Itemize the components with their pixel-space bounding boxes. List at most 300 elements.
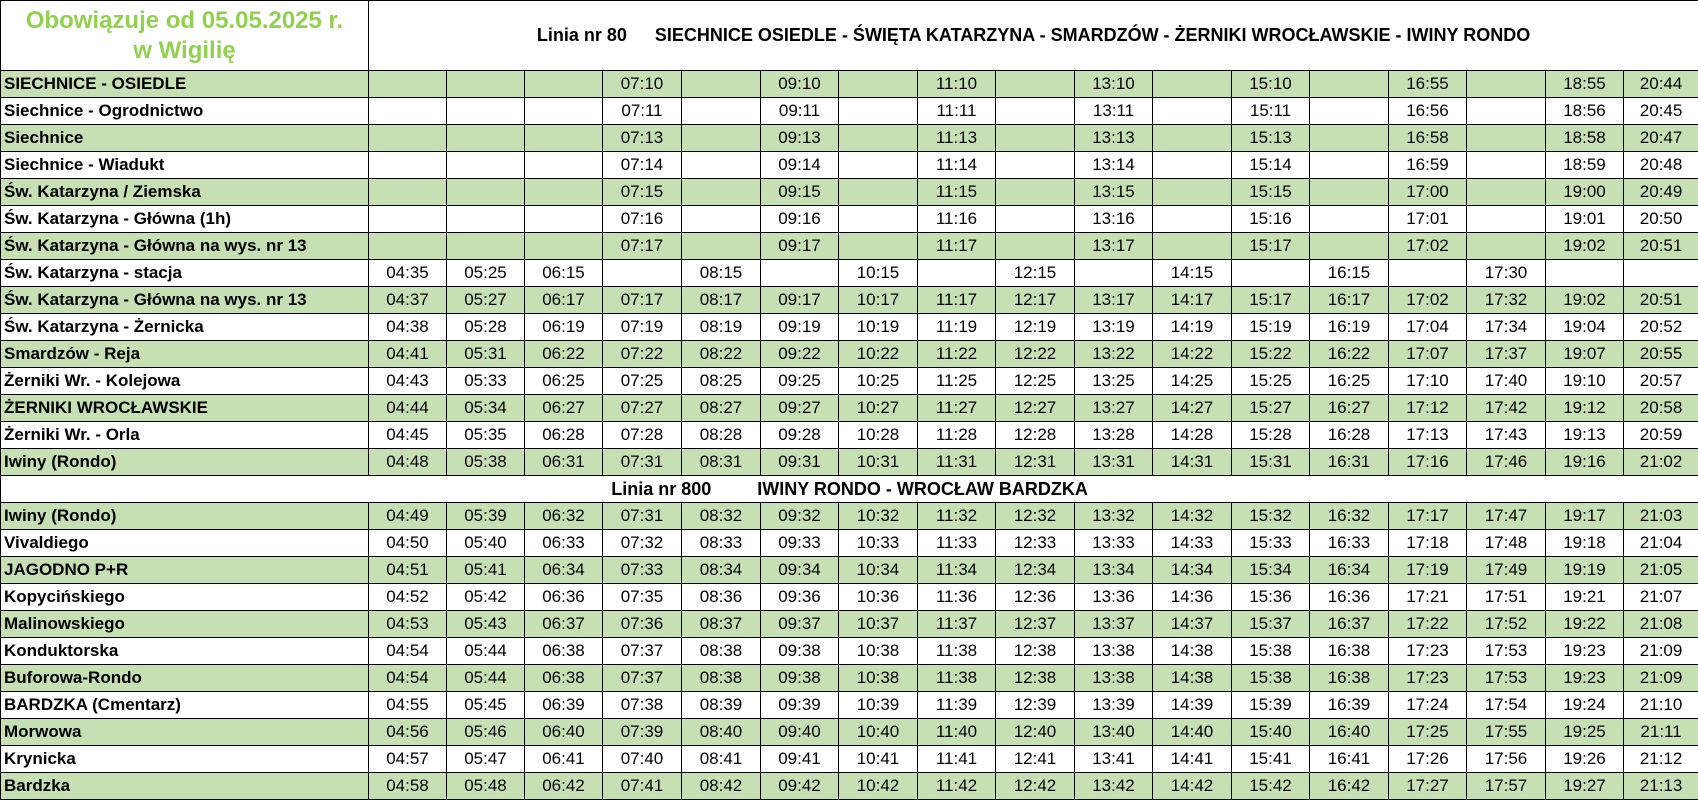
stop-name: Iwiny (Rondo)	[1, 503, 369, 530]
departure-time: 21:09	[1624, 665, 1698, 692]
table-row	[1, 503, 1698, 530]
departure-time: 04:37	[369, 287, 447, 314]
departure-time	[1467, 98, 1546, 125]
departure-time: 05:41	[447, 557, 525, 584]
departure-time: 09:14	[761, 152, 839, 179]
table-row	[1, 557, 1698, 584]
departure-time	[1310, 179, 1389, 206]
departure-time: 09:10	[761, 71, 839, 98]
departure-time: 10:42	[839, 773, 918, 800]
table-row	[1, 611, 1698, 638]
departure-time	[839, 233, 918, 260]
departure-time: 12:28	[996, 422, 1075, 449]
departure-time	[761, 260, 839, 287]
departure-time: 06:32	[525, 503, 603, 530]
departure-time: 14:34	[1153, 557, 1232, 584]
departure-time: 16:22	[1310, 341, 1389, 368]
validity-note: w Wigilię	[133, 36, 236, 64]
departure-time: 12:31	[996, 449, 1075, 476]
departure-time: 17:13	[1389, 422, 1467, 449]
table-row	[1, 746, 1698, 773]
stop-name: Smardzów - Reja	[1, 341, 369, 368]
departure-time	[525, 125, 603, 152]
departure-time: 19:16	[1546, 449, 1624, 476]
departure-time: 17:27	[1389, 773, 1467, 800]
departure-time: 04:57	[369, 746, 447, 773]
departure-time: 13:38	[1075, 665, 1153, 692]
table-row	[1, 152, 1698, 179]
departure-time: 16:39	[1310, 692, 1389, 719]
departure-time: 21:05	[1624, 557, 1698, 584]
departure-time: 19:01	[1546, 206, 1624, 233]
departure-time	[525, 179, 603, 206]
departure-time: 14:28	[1153, 422, 1232, 449]
stop-name: Krynicka	[1, 746, 369, 773]
departure-time: 07:31	[603, 503, 682, 530]
departure-time: 08:25	[682, 368, 761, 395]
departure-time: 17:40	[1467, 368, 1546, 395]
departure-time	[369, 179, 447, 206]
departure-time: 11:27	[918, 395, 996, 422]
departure-time	[1310, 233, 1389, 260]
departure-time: 04:56	[369, 719, 447, 746]
departure-time	[1153, 98, 1232, 125]
departure-time: 21:12	[1624, 746, 1698, 773]
departure-time: 04:51	[369, 557, 447, 584]
departure-time: 17:47	[1467, 503, 1546, 530]
departure-time: 07:16	[603, 206, 682, 233]
table-row	[1, 206, 1698, 233]
departure-time: 13:34	[1075, 557, 1153, 584]
departure-time: 10:22	[839, 341, 918, 368]
departure-time: 04:52	[369, 584, 447, 611]
departure-time: 08:34	[682, 557, 761, 584]
departure-time: 16:40	[1310, 719, 1389, 746]
departure-time: 19:21	[1546, 584, 1624, 611]
departure-time: 11:22	[918, 341, 996, 368]
departure-time: 06:38	[525, 638, 603, 665]
departure-time: 21:10	[1624, 692, 1698, 719]
departure-time: 16:37	[1310, 611, 1389, 638]
departure-time	[1389, 260, 1467, 287]
departure-time: 09:38	[761, 638, 839, 665]
departure-time: 04:41	[369, 341, 447, 368]
line800-schedule	[1, 503, 1698, 800]
departure-time	[839, 206, 918, 233]
departure-time: 09:38	[761, 665, 839, 692]
table-row	[1, 692, 1698, 719]
departure-time: 13:19	[1075, 314, 1153, 341]
stop-name: Kopycińskiego	[1, 584, 369, 611]
departure-time: 19:25	[1546, 719, 1624, 746]
departure-time: 18:55	[1546, 71, 1624, 98]
departure-time: 11:11	[918, 98, 996, 125]
departure-time: 07:32	[603, 530, 682, 557]
departure-time: 04:49	[369, 503, 447, 530]
departure-time: 16:28	[1310, 422, 1389, 449]
departure-time: 11:19	[918, 314, 996, 341]
departure-time: 09:11	[761, 98, 839, 125]
departure-time	[918, 260, 996, 287]
departure-time: 21:11	[1624, 719, 1698, 746]
departure-time: 10:38	[839, 638, 918, 665]
departure-time: 05:48	[447, 773, 525, 800]
departure-time	[996, 233, 1075, 260]
departure-time: 14:27	[1153, 395, 1232, 422]
departure-time: 04:48	[369, 449, 447, 476]
departure-time	[1467, 233, 1546, 260]
departure-time: 11:33	[918, 530, 996, 557]
departure-time: 17:51	[1467, 584, 1546, 611]
line800-title	[1, 476, 1698, 503]
departure-time: 07:13	[603, 125, 682, 152]
departure-time: 09:39	[761, 692, 839, 719]
departure-time: 14:33	[1153, 530, 1232, 557]
departure-time: 13:42	[1075, 773, 1153, 800]
departure-time: 19:07	[1546, 341, 1624, 368]
departure-time	[1310, 206, 1389, 233]
departure-time: 17:42	[1467, 395, 1546, 422]
departure-time: 05:47	[447, 746, 525, 773]
departure-time: 19:04	[1546, 314, 1624, 341]
table-row	[1, 71, 1698, 98]
departure-time	[682, 71, 761, 98]
departure-time: 20:47	[1624, 125, 1698, 152]
departure-time: 05:42	[447, 584, 525, 611]
departure-time: 04:58	[369, 773, 447, 800]
departure-time: 06:36	[525, 584, 603, 611]
departure-time: 12:40	[996, 719, 1075, 746]
departure-time: 11:38	[918, 638, 996, 665]
departure-time	[1153, 233, 1232, 260]
departure-time: 05:25	[447, 260, 525, 287]
departure-time: 17:21	[1389, 584, 1467, 611]
departure-time: 17:43	[1467, 422, 1546, 449]
departure-time: 18:58	[1546, 125, 1624, 152]
departure-time: 05:34	[447, 395, 525, 422]
departure-time: 10:38	[839, 665, 918, 692]
departure-time: 17:04	[1389, 314, 1467, 341]
departure-time: 10:41	[839, 746, 918, 773]
departure-time: 07:39	[603, 719, 682, 746]
departure-time: 09:42	[761, 773, 839, 800]
departure-time: 07:28	[603, 422, 682, 449]
departure-time: 06:31	[525, 449, 603, 476]
table-row	[1, 395, 1698, 422]
departure-time: 11:16	[918, 206, 996, 233]
departure-time: 10:39	[839, 692, 918, 719]
departure-time: 15:28	[1232, 422, 1310, 449]
departure-time: 21:02	[1624, 449, 1698, 476]
departure-time: 20:45	[1624, 98, 1698, 125]
table-row	[1, 125, 1698, 152]
departure-time	[525, 152, 603, 179]
departure-time: 20:55	[1624, 341, 1698, 368]
departure-time	[839, 98, 918, 125]
departure-time	[839, 71, 918, 98]
departure-time: 21:04	[1624, 530, 1698, 557]
line80-label: Linia nr 80	[536, 25, 627, 45]
departure-time: 16:38	[1310, 665, 1389, 692]
departure-time: 09:32	[761, 503, 839, 530]
departure-time: 14:17	[1153, 287, 1232, 314]
departure-time: 20:52	[1624, 314, 1698, 341]
departure-time: 19:17	[1546, 503, 1624, 530]
departure-time	[682, 152, 761, 179]
departure-time: 09:25	[761, 368, 839, 395]
departure-time: 13:13	[1075, 125, 1153, 152]
departure-time: 10:37	[839, 611, 918, 638]
departure-time: 15:15	[1232, 179, 1310, 206]
departure-time: 19:18	[1546, 530, 1624, 557]
departure-time: 11:10	[918, 71, 996, 98]
departure-time	[525, 71, 603, 98]
table-row	[1, 287, 1698, 314]
departure-time: 04:44	[369, 395, 447, 422]
stop-name: Vivaldiego	[1, 530, 369, 557]
departure-time: 15:37	[1232, 611, 1310, 638]
departure-time: 17:22	[1389, 611, 1467, 638]
departure-time	[1467, 179, 1546, 206]
departure-time: 10:27	[839, 395, 918, 422]
departure-time: 06:27	[525, 395, 603, 422]
departure-time: 15:40	[1232, 719, 1310, 746]
line80-title	[369, 1, 1698, 71]
departure-time: 21:13	[1624, 773, 1698, 800]
departure-time: 06:33	[525, 530, 603, 557]
departure-time	[525, 233, 603, 260]
departure-time: 10:36	[839, 584, 918, 611]
departure-time: 12:32	[996, 503, 1075, 530]
departure-time: 07:22	[603, 341, 682, 368]
departure-time: 17:25	[1389, 719, 1467, 746]
departure-time: 16:32	[1310, 503, 1389, 530]
departure-time: 18:59	[1546, 152, 1624, 179]
departure-time: 12:42	[996, 773, 1075, 800]
departure-time: 16:56	[1389, 98, 1467, 125]
departure-time: 12:25	[996, 368, 1075, 395]
departure-time: 07:31	[603, 449, 682, 476]
departure-time: 17:12	[1389, 395, 1467, 422]
departure-time: 08:27	[682, 395, 761, 422]
departure-time: 14:19	[1153, 314, 1232, 341]
departure-time: 05:39	[447, 503, 525, 530]
departure-time: 12:41	[996, 746, 1075, 773]
departure-time: 17:48	[1467, 530, 1546, 557]
departure-time: 19:19	[1546, 557, 1624, 584]
departure-time: 19:24	[1546, 692, 1624, 719]
departure-time	[369, 98, 447, 125]
departure-time: 05:38	[447, 449, 525, 476]
departure-time: 17:24	[1389, 692, 1467, 719]
departure-time	[682, 233, 761, 260]
departure-time	[682, 125, 761, 152]
departure-time: 08:32	[682, 503, 761, 530]
departure-time: 21:08	[1624, 611, 1698, 638]
departure-time: 20:58	[1624, 395, 1698, 422]
departure-time	[1467, 71, 1546, 98]
departure-time: 12:15	[996, 260, 1075, 287]
departure-time	[1075, 260, 1153, 287]
departure-time: 06:39	[525, 692, 603, 719]
departure-time: 14:25	[1153, 368, 1232, 395]
departure-time: 15:42	[1232, 773, 1310, 800]
departure-time: 07:37	[603, 665, 682, 692]
departure-time: 07:33	[603, 557, 682, 584]
departure-time: 13:41	[1075, 746, 1153, 773]
departure-time: 13:37	[1075, 611, 1153, 638]
departure-time: 16:34	[1310, 557, 1389, 584]
table-row	[1, 584, 1698, 611]
departure-time: 08:38	[682, 638, 761, 665]
departure-time: 05:44	[447, 665, 525, 692]
departure-time: 08:36	[682, 584, 761, 611]
departure-time: 12:39	[996, 692, 1075, 719]
departure-time	[996, 125, 1075, 152]
departure-time: 17:57	[1467, 773, 1546, 800]
departure-time: 13:36	[1075, 584, 1153, 611]
departure-time: 16:25	[1310, 368, 1389, 395]
departure-time: 21:07	[1624, 584, 1698, 611]
table-row	[1, 773, 1698, 800]
departure-time: 07:36	[603, 611, 682, 638]
departure-time: 15:41	[1232, 746, 1310, 773]
departure-time: 08:15	[682, 260, 761, 287]
departure-time: 10:25	[839, 368, 918, 395]
table-row	[1, 719, 1698, 746]
departure-time	[369, 152, 447, 179]
departure-time: 06:38	[525, 665, 603, 692]
stop-name: Św. Katarzyna - Główna (1h)	[1, 206, 369, 233]
departure-time	[839, 179, 918, 206]
departure-time	[369, 125, 447, 152]
departure-time: 17:56	[1467, 746, 1546, 773]
departure-time: 15:38	[1232, 638, 1310, 665]
departure-time: 12:34	[996, 557, 1075, 584]
departure-time	[1232, 260, 1310, 287]
stop-name: Siechnice - Ogrodnictwo	[1, 98, 369, 125]
departure-time	[1153, 125, 1232, 152]
departure-time: 20:51	[1624, 287, 1698, 314]
departure-time: 13:10	[1075, 71, 1153, 98]
departure-time: 10:15	[839, 260, 918, 287]
departure-time: 05:40	[447, 530, 525, 557]
departure-time	[1624, 260, 1698, 287]
departure-time	[447, 125, 525, 152]
departure-time: 17:30	[1467, 260, 1546, 287]
departure-time: 14:22	[1153, 341, 1232, 368]
departure-time: 16:36	[1310, 584, 1389, 611]
departure-time: 20:49	[1624, 179, 1698, 206]
table-row	[1, 179, 1698, 206]
departure-time: 06:42	[525, 773, 603, 800]
departure-time: 15:31	[1232, 449, 1310, 476]
departure-time: 17:52	[1467, 611, 1546, 638]
table-row	[1, 449, 1698, 476]
departure-time: 17:46	[1467, 449, 1546, 476]
stop-name: Św. Katarzyna / Ziemska	[1, 179, 369, 206]
table-row	[1, 314, 1698, 341]
departure-time: 08:40	[682, 719, 761, 746]
line80-schedule	[1, 71, 1698, 476]
stop-name: Żerniki Wr. - Orla	[1, 422, 369, 449]
departure-time: 15:14	[1232, 152, 1310, 179]
departure-time	[839, 152, 918, 179]
departure-time: 15:17	[1232, 233, 1310, 260]
departure-time	[603, 260, 682, 287]
table-row	[1, 341, 1698, 368]
departure-time: 20:57	[1624, 368, 1698, 395]
departure-time	[996, 152, 1075, 179]
line800-route: IWINY RONDO - WROCŁAW BARDZKA	[757, 479, 1088, 499]
departure-time	[1467, 206, 1546, 233]
departure-time: 11:17	[918, 233, 996, 260]
departure-time: 17:23	[1389, 665, 1467, 692]
departure-time	[1467, 125, 1546, 152]
departure-time	[682, 179, 761, 206]
departure-time: 06:28	[525, 422, 603, 449]
departure-time: 16:59	[1389, 152, 1467, 179]
departure-time: 15:34	[1232, 557, 1310, 584]
departure-time: 04:53	[369, 611, 447, 638]
departure-time: 10:34	[839, 557, 918, 584]
departure-time: 13:38	[1075, 638, 1153, 665]
stop-name: Buforowa-Rondo	[1, 665, 369, 692]
departure-time: 06:19	[525, 314, 603, 341]
departure-time: 10:33	[839, 530, 918, 557]
departure-time: 09:33	[761, 530, 839, 557]
stop-name: ŻERNIKI WROCŁAWSKIE	[1, 395, 369, 422]
departure-time: 14:36	[1153, 584, 1232, 611]
departure-time: 07:19	[603, 314, 682, 341]
departure-time: 04:38	[369, 314, 447, 341]
departure-time	[996, 98, 1075, 125]
departure-time: 16:17	[1310, 287, 1389, 314]
departure-time: 12:27	[996, 395, 1075, 422]
departure-time: 11:42	[918, 773, 996, 800]
line800-header-row	[1, 476, 1698, 503]
departure-time: 07:25	[603, 368, 682, 395]
departure-time: 13:17	[1075, 233, 1153, 260]
departure-time: 06:25	[525, 368, 603, 395]
departure-time: 17:01	[1389, 206, 1467, 233]
departure-time	[1153, 179, 1232, 206]
departure-time: 09:34	[761, 557, 839, 584]
departure-time: 17:49	[1467, 557, 1546, 584]
departure-time	[1310, 152, 1389, 179]
departure-time: 06:40	[525, 719, 603, 746]
departure-time: 07:38	[603, 692, 682, 719]
departure-time: 19:26	[1546, 746, 1624, 773]
departure-time: 17:16	[1389, 449, 1467, 476]
departure-time: 17:02	[1389, 287, 1467, 314]
departure-time: 16:58	[1389, 125, 1467, 152]
departure-time: 17:10	[1389, 368, 1467, 395]
departure-time: 04:54	[369, 638, 447, 665]
departure-time	[839, 125, 918, 152]
departure-time: 18:56	[1546, 98, 1624, 125]
departure-time: 10:31	[839, 449, 918, 476]
departure-time: 12:19	[996, 314, 1075, 341]
departure-time: 16:27	[1310, 395, 1389, 422]
departure-time: 19:02	[1546, 287, 1624, 314]
table-row	[1, 638, 1698, 665]
departure-time	[447, 179, 525, 206]
departure-time: 17:02	[1389, 233, 1467, 260]
departure-time: 15:11	[1232, 98, 1310, 125]
table-row	[1, 422, 1698, 449]
departure-time: 07:11	[603, 98, 682, 125]
